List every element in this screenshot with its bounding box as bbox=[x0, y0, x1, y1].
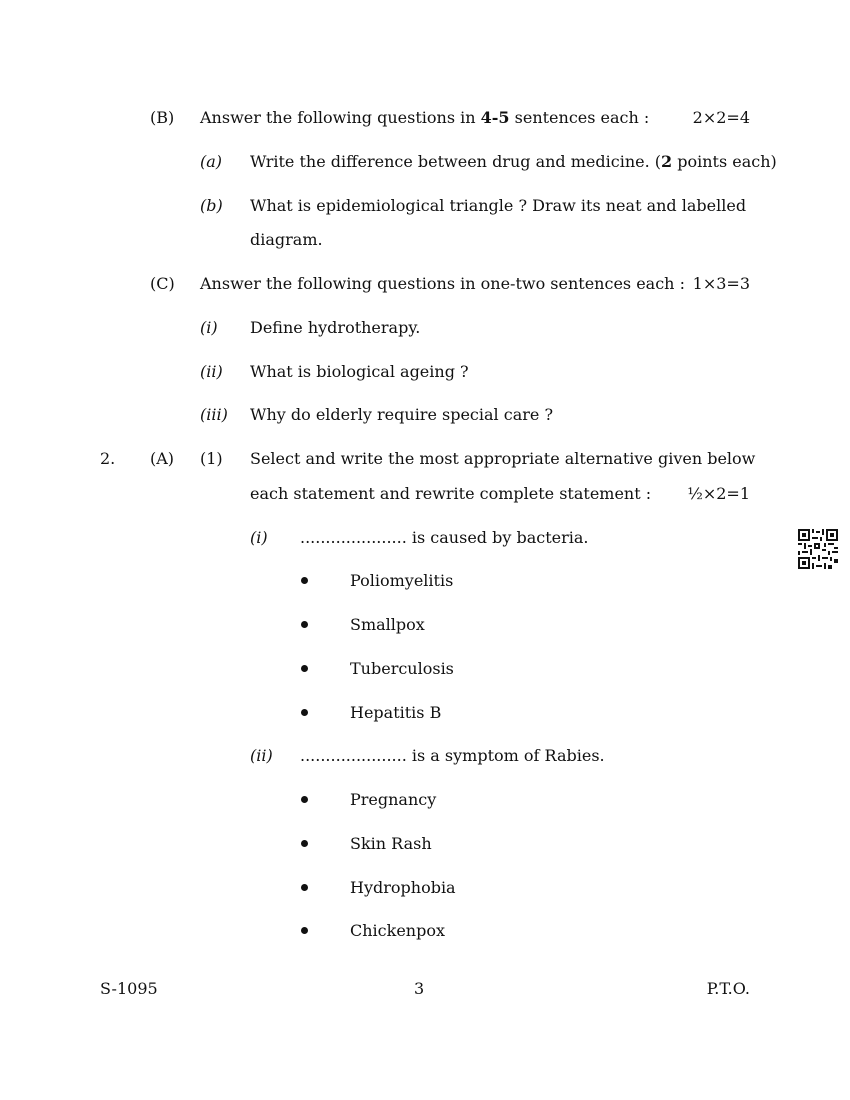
question-c-i-text: Define hydrotherapy. bbox=[250, 318, 421, 337]
question-2-number: 2. bbox=[100, 449, 116, 468]
question-2-sub-label: (1) bbox=[200, 449, 223, 468]
section-c-marks: 1×3=3 bbox=[692, 274, 750, 293]
question-c-ii-text: What is biological ageing ? bbox=[250, 362, 469, 381]
footer-paper-code: S-1095 bbox=[100, 979, 158, 998]
question-b-a-text: Write the difference between drug and medicine. (2 points each) bbox=[250, 152, 777, 171]
section-b-label: (B) bbox=[150, 108, 175, 127]
section-c-label: (C) bbox=[150, 274, 175, 293]
section-c-instruction: Answer the following questions in one-two sentences each : bbox=[200, 274, 685, 293]
question-c-ii-label: (ii) bbox=[200, 362, 223, 381]
question-c-iii-label: (iii) bbox=[200, 405, 228, 424]
mcq-ii-option: Pregnancy bbox=[350, 790, 437, 809]
mcq-i-option: Poliomyelitis bbox=[350, 571, 454, 590]
mcq-i-option: Smallpox bbox=[350, 615, 425, 634]
question-b-b-label: (b) bbox=[200, 196, 223, 215]
question-c-i-label: (i) bbox=[200, 318, 218, 337]
mcq-ii-option: Chickenpox bbox=[350, 921, 445, 940]
question-c-iii-text: Why do elderly require special care ? bbox=[250, 405, 554, 424]
mcq-i-option: Tuberculosis bbox=[350, 659, 454, 678]
mcq-i-option: Hepatitis B bbox=[350, 703, 442, 722]
question-2-instruction-line1: Select and write the most appropriate alternative given below bbox=[250, 449, 756, 468]
question-2-marks: ½×2=1 bbox=[687, 484, 750, 503]
mcq-ii-stem: ..................... is a symptom of Rabies. bbox=[300, 746, 605, 765]
bullet-icon bbox=[301, 884, 308, 891]
qr-code-icon bbox=[798, 529, 838, 569]
question-b-a-label: (a) bbox=[200, 152, 223, 171]
question-b-b-text-line2: diagram. bbox=[250, 230, 323, 249]
section-b-instruction: Answer the following questions in 4-5 sentences each : bbox=[200, 108, 650, 127]
mcq-ii-option: Hydrophobia bbox=[350, 878, 456, 897]
mcq-ii-label: (ii) bbox=[250, 746, 273, 765]
bullet-icon bbox=[301, 665, 308, 672]
mcq-ii-option: Skin Rash bbox=[350, 834, 432, 853]
bullet-icon bbox=[301, 927, 308, 934]
mcq-i-stem: ..................... is caused by bacteria. bbox=[300, 528, 589, 547]
bullet-icon bbox=[301, 621, 308, 628]
section-b-marks: 2×2=4 bbox=[692, 108, 750, 127]
bullet-icon bbox=[301, 577, 308, 584]
footer-pto: P.T.O. bbox=[706, 979, 750, 998]
bullet-icon bbox=[301, 840, 308, 847]
question-2-instruction-line2: each statement and rewrite complete statement : bbox=[250, 484, 652, 503]
bullet-icon bbox=[301, 709, 308, 716]
footer-page-number: 3 bbox=[414, 979, 425, 998]
question-2-part-label: (A) bbox=[150, 449, 175, 468]
question-b-b-text-line1: What is epidemiological triangle ? Draw its neat and labelled bbox=[250, 196, 747, 215]
bullet-icon bbox=[301, 796, 308, 803]
mcq-i-label: (i) bbox=[250, 528, 268, 547]
